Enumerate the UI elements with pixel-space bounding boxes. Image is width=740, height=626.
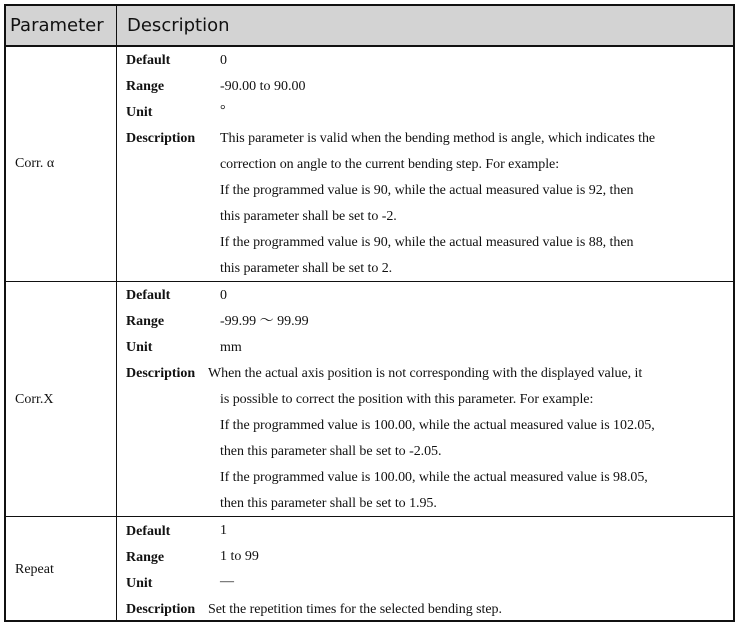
description-line: If the programmed value is 100.00, while the actual measured value is 102.05,	[220, 418, 655, 433]
label-unit: Unit	[126, 340, 153, 355]
row-parameter-name: Corr.X	[15, 392, 54, 407]
value-unit: °	[220, 103, 226, 118]
label-default: Default	[126, 524, 171, 539]
value-range: 1 to 99	[220, 549, 259, 564]
description-line: This parameter is valid when the bending method is angle, which indicates the	[220, 131, 656, 146]
label-unit: Unit	[126, 576, 153, 591]
label-range: Range	[126, 79, 165, 94]
value-default: 0	[220, 53, 227, 68]
label-default: Default	[126, 288, 171, 303]
description-line: this parameter shall be set to 2.	[220, 261, 393, 276]
description-line: is possible to correct the position with this parameter. For example:	[220, 392, 594, 407]
description-line: correction on angle to the current bending step. For example:	[220, 157, 560, 172]
parameter-table	[4, 4, 735, 622]
label-range: Range	[126, 550, 165, 565]
description-line: then this parameter shall be set to 1.95.	[220, 496, 437, 511]
label-range: Range	[126, 314, 165, 329]
row-divider	[6, 281, 733, 282]
column-divider	[116, 6, 117, 620]
description-line: this parameter shall be set to -2.	[220, 209, 397, 224]
value-unit: mm	[220, 340, 242, 355]
value-default: 1	[220, 523, 227, 538]
description-line: Set the repetition times for the selected bending step.	[208, 602, 502, 617]
row-parameter-name: Repeat	[15, 562, 54, 577]
label-unit: Unit	[126, 105, 153, 120]
label-default: Default	[126, 53, 171, 68]
header-description: Description	[127, 15, 230, 36]
label-description: Description	[126, 366, 196, 381]
label-description: Description	[126, 131, 196, 146]
row-parameter-name: Corr. α	[15, 156, 55, 171]
value-default: 0	[220, 288, 227, 303]
value-unit: —	[220, 574, 234, 589]
description-line: then this parameter shall be set to -2.05.	[220, 444, 442, 459]
header-parameter: Parameter	[10, 15, 104, 36]
row-divider	[6, 516, 733, 517]
label-description: Description	[126, 602, 196, 617]
description-line: If the programmed value is 90, while the actual measured value is 92, then	[220, 183, 634, 198]
value-range: -90.00 to 90.00	[220, 79, 306, 94]
description-line: When the actual axis position is not corresponding with the displayed value, it	[208, 366, 643, 381]
value-range: -99.99 ～ 99.99	[220, 314, 309, 329]
description-line: If the programmed value is 90, while the actual measured value is 88, then	[220, 235, 634, 250]
description-line: If the programmed value is 100.00, while the actual measured value is 98.05,	[220, 470, 648, 485]
